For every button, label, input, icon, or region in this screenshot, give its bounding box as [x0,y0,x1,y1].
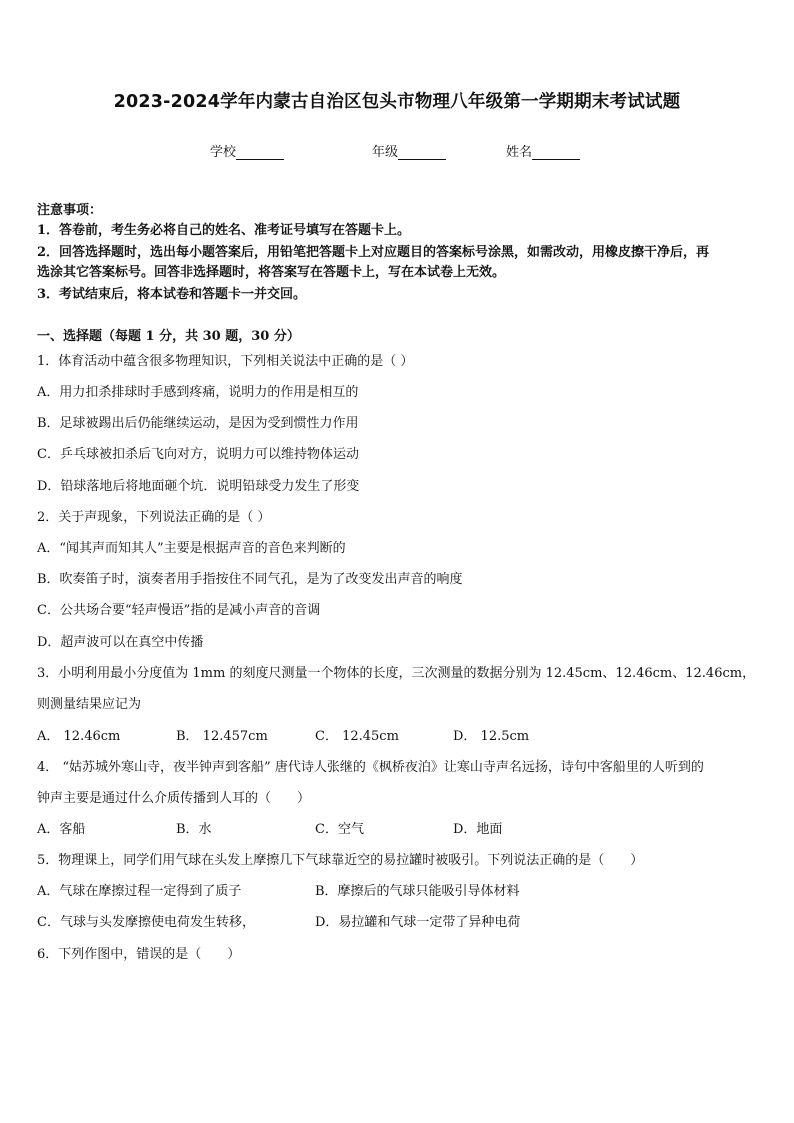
question-3-option-d: D． 12.5cm [453,729,530,744]
question-5-option-d: D．易拉罐和气球一定带了异种电荷 [315,915,521,930]
question-4-option-c: C．空气 [315,822,364,837]
notice-item: 3．考试结束后，将本试卷和答题卡一并交回。 [37,287,307,302]
question-1-option-c: C．乒乓球被扣杀后飞向对方，说明力可以维持物体运动 [37,447,359,462]
question-3-option-b: B． 12.457cm [176,729,268,744]
question-2-option-b: B．吹奏笛子时，演奏者用手指按住不同气孔，是为了改变发出声音的响度 [37,572,463,587]
school-blank[interactable] [236,145,284,160]
notice-item: 2．回答选择题时，选出每小题答案后，用铅笔把答题卡上对应题目的答案标号涂黑，如需改动，用橡皮擦干净后，再 [37,245,710,260]
question-1-option-d: D．铅球落地后将地面砸个坑．说明铅球受力发生了形变 [37,479,360,494]
exam-title: 2023-2024学年内蒙古自治区包头市物理八年级第一学期期末考试试题 [113,92,681,112]
question-5-option-a: A．气球在摩擦过程一定得到了质子 [37,884,242,899]
section-heading: 一、选择题（每题 1 分，共 30 题，30 分） [37,329,300,344]
question-4-option-b: B．水 [176,822,212,837]
notice-item: 1．答卷前，考生务必将自己的姓名、准考证号填写在答题卡上。 [37,223,411,238]
question-2-option-d: D．超声波可以在真空中传播 [37,635,204,650]
name-blank[interactable] [532,145,580,160]
question-5-stem: 5．物理课上，同学们用气球在头发上摩擦几下气球靠近空的易拉罐时被吸引。下列说法正确的是（ ） [37,853,644,868]
question-2-stem: 2．关于声现象，下列说法正确的是（ ） [37,510,271,525]
question-6-stem: 6．下列作图中，错误的是（ ） [37,947,241,962]
notice-heading: 注意事项： [37,203,103,218]
question-2-option-c: C．公共场合要“轻声慢语”指的是减小声音的音调 [37,603,321,618]
question-4-stem-cont: 钟声主要是通过什么介质传播到人耳的（ ） [37,791,311,806]
grade-field [372,141,446,160]
school-label: 学校 [210,145,237,160]
question-3-option-c: C． 12.45cm [315,729,399,744]
grade-label: 年级 [372,145,399,160]
name-field [506,141,580,160]
question-1-stem: 1．体育活动中蕴含很多物理知识，下列相关说法中正确的是（ ） [37,354,414,369]
question-3-stem: 3．小明利用最小分度值为 1mm 的刻度尺测量一个物体的长度，三次测量的数据分别为 12.45cm、12.46cm、12.46cm， [37,666,756,681]
question-1-option-a: A．用力扣杀排球时手感到疼痛，说明力的作用是相互的 [37,385,359,400]
question-4-option-d: D．地面 [453,822,503,837]
question-5-option-b: B．摩擦后的气球只能吸引导体材料 [315,884,520,899]
question-4-option-a: A．客船 [37,822,86,837]
question-4-stem: 4． “姑苏城外寒山寺，夜半钟声到客船” 唐代诗人张继的《枫桥夜泊》让寒山寺声名远扬，诗句中客船里的人听到的 [37,760,704,775]
question-5-option-c: C．气球与头发摩擦使电荷发生转移， [37,915,255,930]
grade-blank[interactable] [398,145,446,160]
name-label: 姓名 [506,145,533,160]
notice-item: 选涂其它答案标号。回答非选择题时，将答案写在答题卡上，写在本试卷上无效。 [37,265,506,280]
question-3-option-a: A． 12.46cm [37,729,121,744]
question-1-option-b: B．足球被踢出后仍能继续运动，是因为受到惯性力作用 [37,416,359,431]
school-field [210,141,284,160]
question-2-option-a: A．“闻其声而知其人”主要是根据声音的音色来判断的 [37,541,346,556]
question-3-stem-cont: 则测量结果应记为 [37,697,142,712]
student-info-row [0,141,794,161]
